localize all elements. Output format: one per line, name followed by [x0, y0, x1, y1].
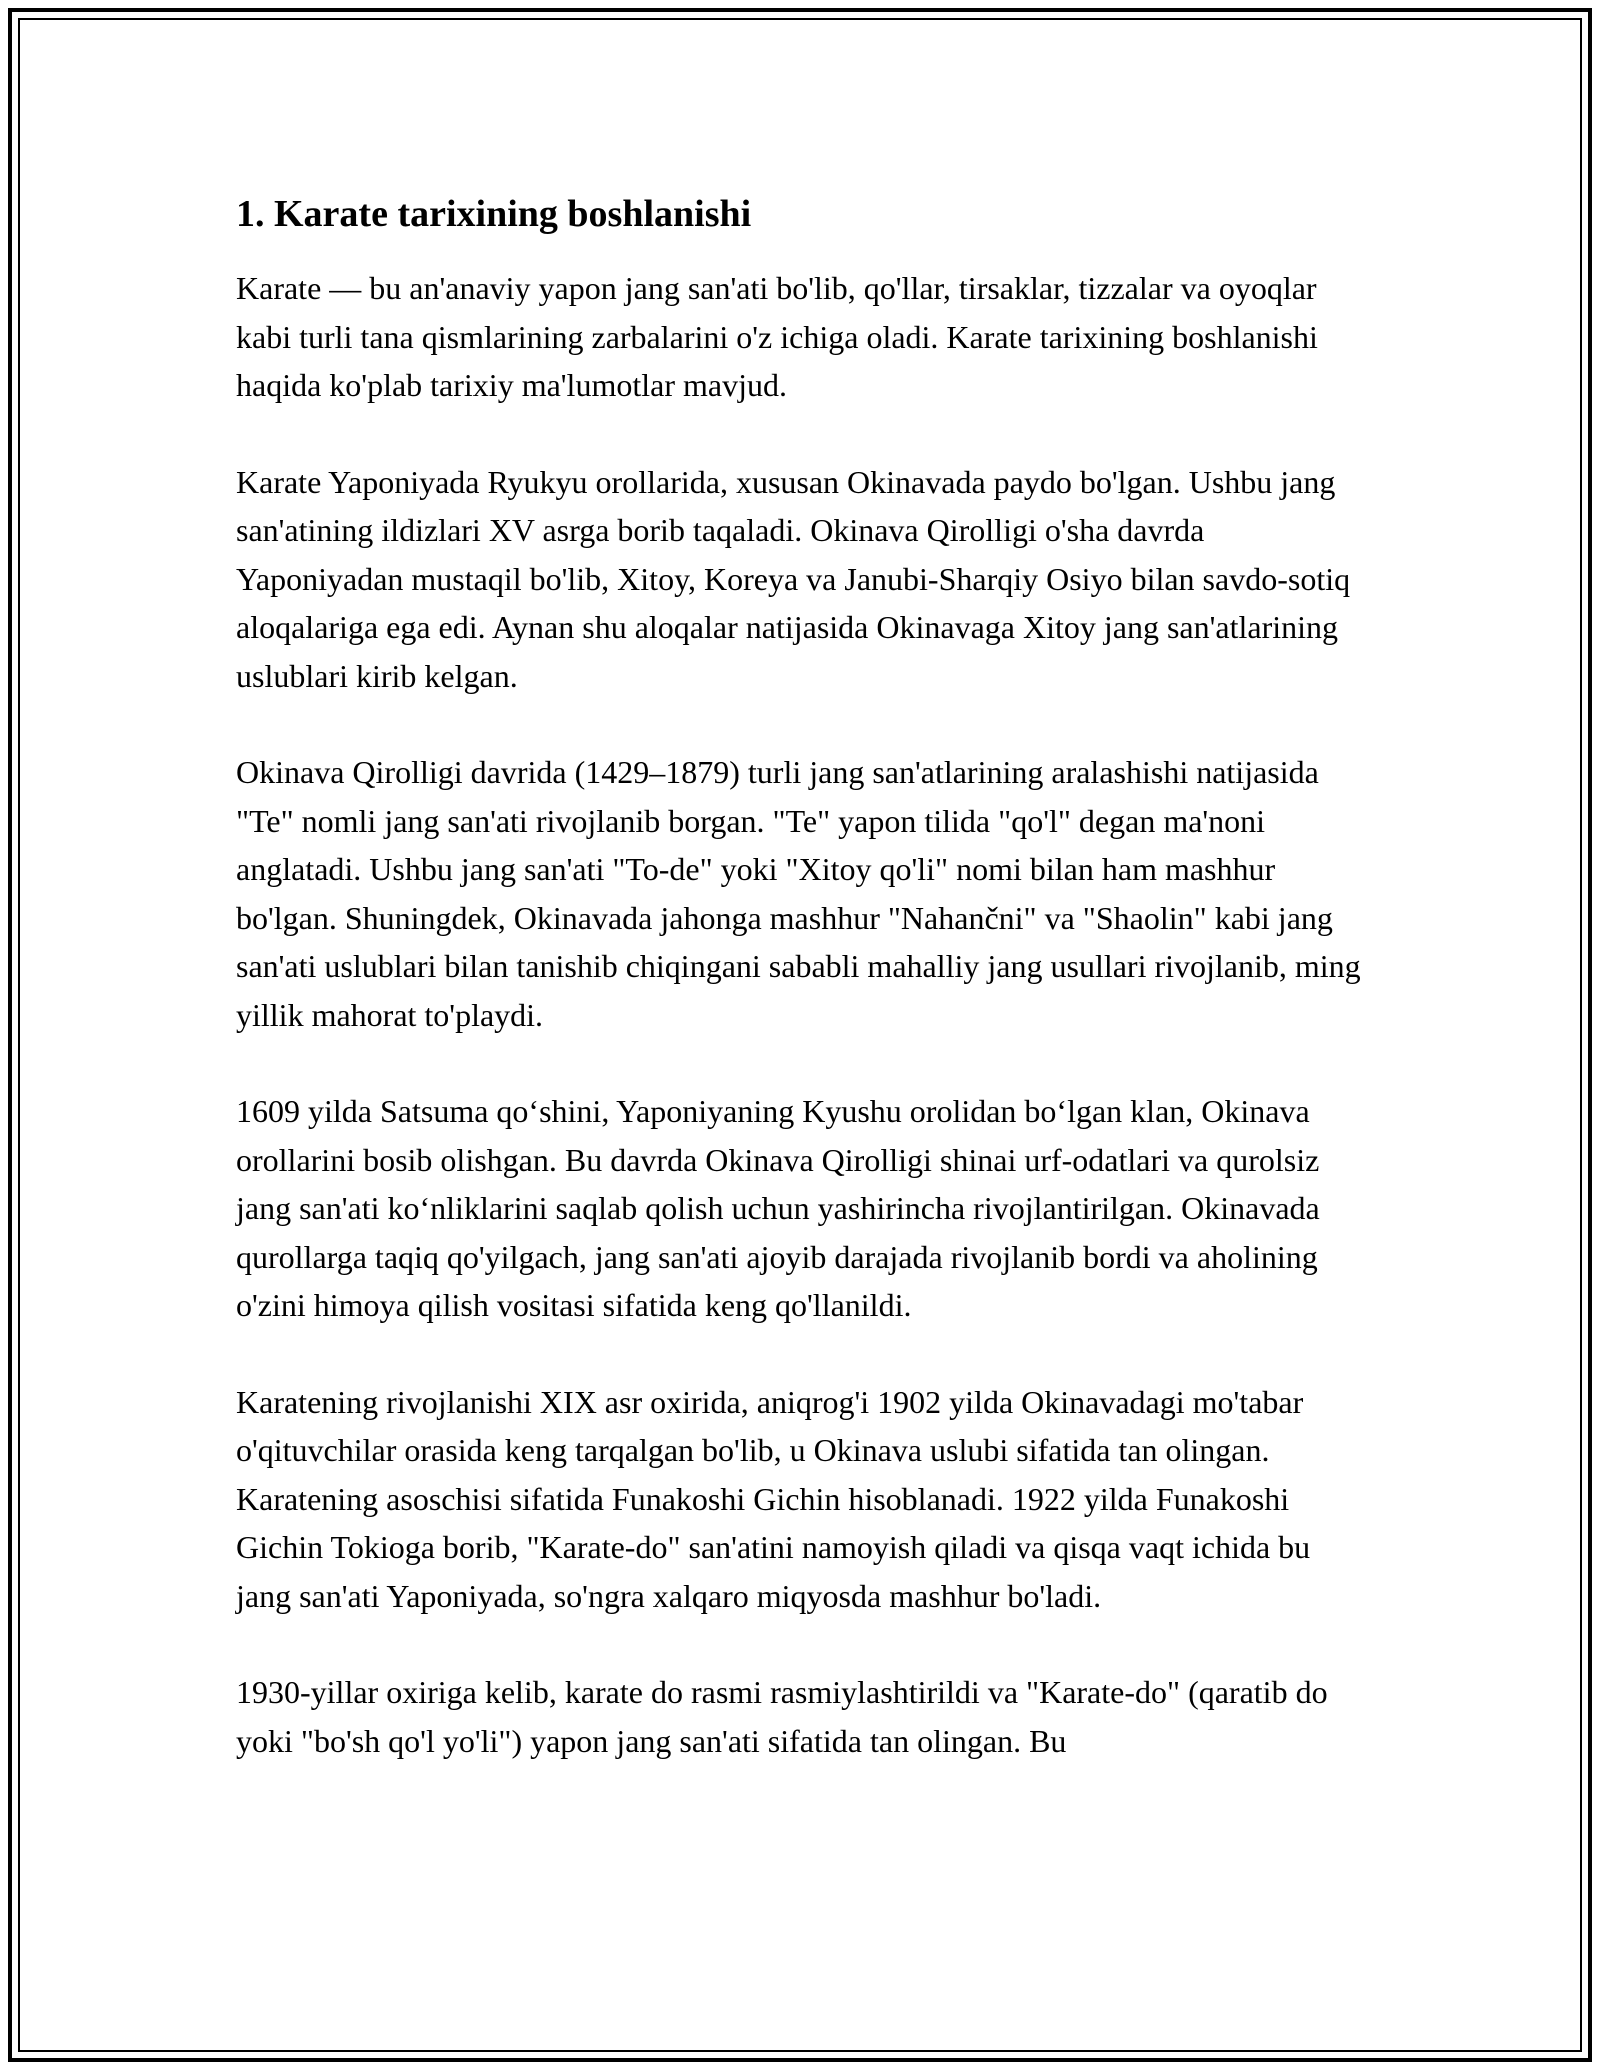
paragraph-4: 1609 yilda Satsuma qoʻshini, Yaponiyaning Kyushu orolidan boʻlgan klan, Okinava orollarini bosib olishgan. Bu davrda Okinava Qirolligi shinai urf-odatlari va qurolsiz jang san'ati koʻnliklarini saqlab qolish uchun yashirincha rivojlantirilgan. Okinavada qurollarga taqiq qo'yilgach, jang san'ati ajoyib darajada rivojlanib bordi va aholining o'zini himoya qilish vositasi sifatida keng qo'llanildi.: [236, 1093, 1320, 1323]
paragraph-1: Karate — bu an'anaviy yapon jang san'ati bo'lib, qo'llar, tirsaklar, tizzalar va oyoqlar kabi turli tana qismlarining zarbalarini o'z ichiga oladi. Karate tarixining boshlanishi haqida ko'plab tarixiy ma'lumotlar mavjud.: [236, 270, 1318, 403]
paragraph-5: Karatening rivojlanishi XIX asr oxirida, aniqrog'i 1902 yilda Okinavadagi mo'tabar o'qituvchilar orasida keng tarqalgan bo'lib, u Okinava uslubi sifatida tan olingan. Karatening asoschisi sifatida Funakoshi Gichin hisoblanadi. 1922 yilda Funakoshi Gichin Tokioga borib, "Karate-do" san'atini namoyish qiladi va qisqa vaqt ichida bu jang san'ati Yaponiyada, so'ngra xalqaro miqyosda mashhur bo'ladi.: [236, 1383, 1311, 1614]
document-body: [236, 186, 1370, 1813]
paragraph-6: 1930-yillar oxiriga kelib, karate do rasmi rasmiylashtirildi va "Karate-do" (qaratib do yoki "bo'sh qo'l yo'li") yapon jang san'ati sifatida tan olingan. Bu: [236, 1674, 1328, 1759]
paragraph-2: Karate Yaponiyada Ryukyu orollarida, xususan Okinavada paydo bo'lgan. Ushbu jang san'atining ildizlari XV asrga borib taqaladi. Okinava Qirolligi o'sha davrda Yaponiyadan mustaqil bo'lib, Xitoy, Koreya va Janubi-Sharqiy Osiyo bilan savdo-sotiq aloqalariga ega edi. Aynan shu aloqalar natijasida Okinavaga Xitoy jang san'atlarining uslublari kirib kelgan.: [236, 463, 1351, 694]
section-heading: 1. Karate tarixining boshlanishi: [236, 193, 752, 235]
paragraph-3: Okinava Qirolligi davrida (1429–1879) turli jang san'atlarining aralashishi natijasida "Te" nomli jang san'ati rivojlanib borgan. "Te" yapon tilida "qo'l" degan ma'noni anglatadi. Ushbu jang san'ati "To-de" yoki "Xitoy qo'li" nomi bilan ham mashhur bo'lgan. Shuningdek, Okinavada jahonga mashhur "Nahančni" va "Shaolin" kabi jang san'ati uslublari bilan tanishib chiqingani sababli mahalliy jang usullari rivojlanib, ming yillik mahorat to'playdi.: [236, 754, 1361, 1033]
